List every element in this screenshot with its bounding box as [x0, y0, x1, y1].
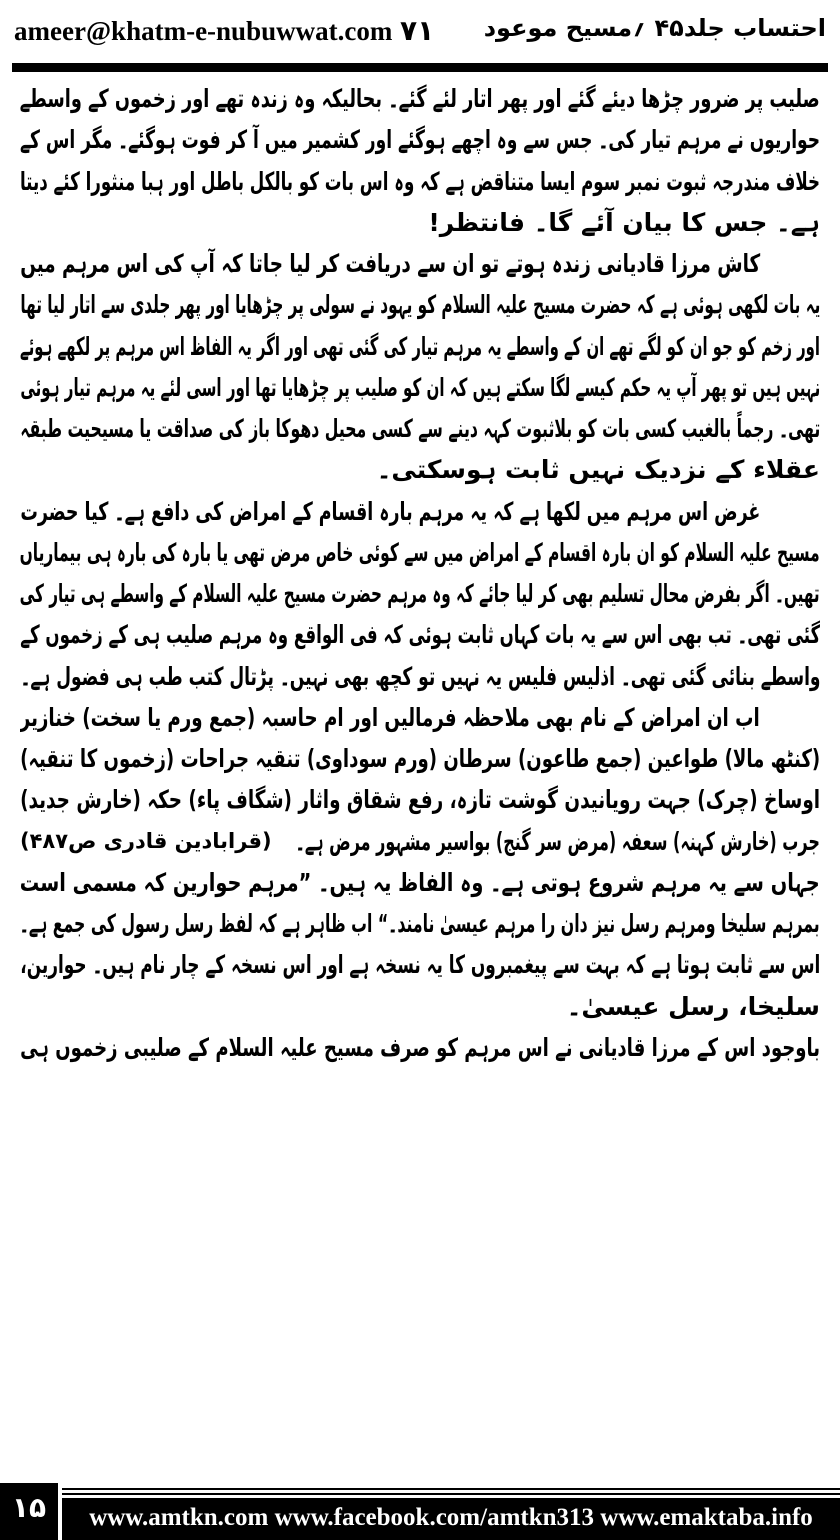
text-line-content: خلاف مندرجہ ثبوت نمبر سوم ایسا متناقض ہے کہ وہ اس بات کو بالکل باطل اور ہبا منثورا کئے دیتا: [20, 166, 820, 196]
text-line-content: جرب (خارش کہنہ) سعفہ (مرض سر گنج) بواسیر مشہور مرض ہے۔: [295, 826, 820, 856]
footer-links[interactable]: www.amtkn.com www.facebook.com/amtkn313 www.emaktaba.info: [62, 1498, 840, 1540]
text-line: [20, 284, 820, 325]
text-line: [20, 367, 820, 408]
text-line-content: (کنٹھ مالا) طواعین (جمع طاعون) سرطان (ورم سوداوی) تنقیہ جراحات (زخموں کا تنقیہ): [20, 744, 820, 773]
text-line: [20, 243, 820, 284]
text-line: [20, 326, 820, 367]
text-line: [20, 532, 820, 573]
page-body-text: [20, 78, 820, 1068]
text-line: [20, 738, 820, 779]
text-line: [20, 1027, 820, 1068]
text-line-content: بمرہم سلیخا ومرہم رسل نیز دان را مرہم عیسیٰ نامند۔“ اب ظاہر ہے کہ لفظ رسل رسول کی جمع ہے۔: [20, 909, 820, 938]
text-line-content: گئی تھی۔ تب بھی اس سے یہ بات کہاں ثابت ہوئی کہ فی الواقع وہ مرہم صلیب ہی کے زخموں کے: [20, 620, 820, 650]
footer-page-number: ۱۵: [0, 1483, 58, 1540]
text-line: [20, 821, 820, 862]
page-footer: [0, 1480, 840, 1540]
text-line: [20, 449, 820, 490]
text-line: [20, 202, 820, 243]
footer-rule: [62, 1488, 840, 1490]
page-header: [0, 8, 840, 58]
text-line: [20, 491, 820, 532]
text-line: [20, 944, 820, 985]
text-line: [20, 573, 820, 614]
text-line: [20, 986, 820, 1027]
text-line-content: سلیخا، رسل عیسیٰ۔: [566, 991, 820, 1021]
text-line-content: جہاں سے یہ مرہم شروع ہوتی ہے۔ وہ الفاظ یہ ہیں۔ ”مرہم حوارین کہ مسمی است: [20, 867, 820, 897]
text-line-content: واسطے بنائی گئی تھی۔ اذلیس فلیس یہ نہیں تو کچھ بھی نہیں۔ پڑتال کتب طب ہی فضول ہے۔: [20, 661, 820, 691]
header-page-number: ۷۱: [400, 14, 435, 47]
text-line-content: صلیب پر ضرور چڑھا دیئے گئے اور پھر اتار لئے گئے۔ بحالیکہ وہ زندہ تھے اور زخموں کے واسطے: [20, 84, 820, 113]
text-line-content: حواریوں نے مرہم تیار کی۔ جس سے وہ اچھے ہوگئے اور کشمیر میں آ کر فوت ہوگئے۔ مگر اس کے: [20, 125, 820, 155]
text-line-content: غرض اس مرہم میں لکھا ہے کہ یہ مرہم بارہ اقسام کے امراض کی دافع ہے۔ کیا حضرت: [20, 496, 760, 526]
text-line-content: مسیح علیہ السلام کو ان بارہ اقسام کے امراض میں سے کوئی خاص مرض تھی یا بارہ کی بارہ ہی بیماریاں: [20, 537, 820, 567]
text-line-content: کاش مرزا قادیانی زندہ ہوتے تو ان سے دریافت کر لیا جاتا کہ آپ کی اس مرہم میں: [20, 249, 760, 278]
text-line: [20, 862, 820, 903]
text-line-content: تھیں۔ اگر بفرض محال تسلیم بھی کر لیا جائے کہ وہ مرہم حضرت مسیح علیہ السلام کے واسطے ہی تیار کی: [20, 579, 820, 608]
text-line: [20, 408, 820, 449]
text-line-content: اور زخم کو جو ان کو لگے تھے ان کے واسطے یہ مرہم تیار کی گئی تھی اور اگر یہ الفاظ اس مرہم پر لکھے ہوئے: [20, 331, 820, 361]
text-line-content: اب ان امراض کے نام بھی ملاحظہ فرمالیں اور ام حاسبہ (جمع ورم یا سخت) خنازیر: [20, 702, 760, 732]
text-line-content: نہیں ہیں تو پھر آپ یہ حکم کیسے لگا سکتے ہیں کہ ان کو صلیب پر چڑھایا تھا اور اسی لئے یہ مرہم تیار ہوئی: [20, 372, 820, 402]
text-line: [20, 614, 820, 655]
footer-rule: [62, 1493, 840, 1495]
text-line-content: باوجود اس کے مرزا قادیانی نے اس مرہم کو صرف مسیح علیہ السلام کے صلیبی زخموں ہی: [20, 1032, 820, 1062]
text-line: [20, 78, 820, 119]
text-line: [20, 697, 820, 738]
text-line: [20, 779, 820, 820]
header-book-title: احتساب جلد۴۵ ؍مسیح موعود: [483, 14, 826, 42]
header-divider: [12, 63, 828, 72]
text-line: [20, 656, 820, 697]
text-line-content: ہے۔ جس کا بیان آئے گا۔ فانتظر!: [428, 207, 820, 237]
text-line-content: اس سے ثابت ہوتا ہے کہ بہت سے پیغمبروں کا یہ نسخہ ہے اور اس نسخہ کے چار نام ہیں۔ حوارین،: [20, 950, 820, 980]
text-line-content: عقلاء کے نزدیک نہیں ثابت ہوسکتی۔: [376, 455, 820, 485]
text-line: [20, 161, 820, 202]
header-email[interactable]: ameer@khatm-e-nubuwwat.com: [14, 16, 393, 46]
text-line-content: یہ بات لکھی ہوئی ہے کہ حضرت مسیح علیہ السلام کو یہود نے سولی پر چڑھایا اور پھر جلدی سے اتار لیا تھا: [20, 290, 820, 320]
text-line-content: اوساخ (چرک) جہت رویانیدن گوشت تازہ، رفع شقاق واثار (شگاف پاء) حکہ (خارش جدید): [20, 785, 820, 815]
text-line-content: تھی۔ رجماً بالغیب کسی بات کو بلاثبوت کہہ دینے سے کسی محیل دھوکا باز کی صداقت یا مسیحیت طبقہ: [20, 414, 820, 443]
text-line: [20, 119, 820, 160]
text-line: [20, 903, 820, 944]
citation: (قرابادین قادری ص۴۸۷): [20, 828, 272, 853]
